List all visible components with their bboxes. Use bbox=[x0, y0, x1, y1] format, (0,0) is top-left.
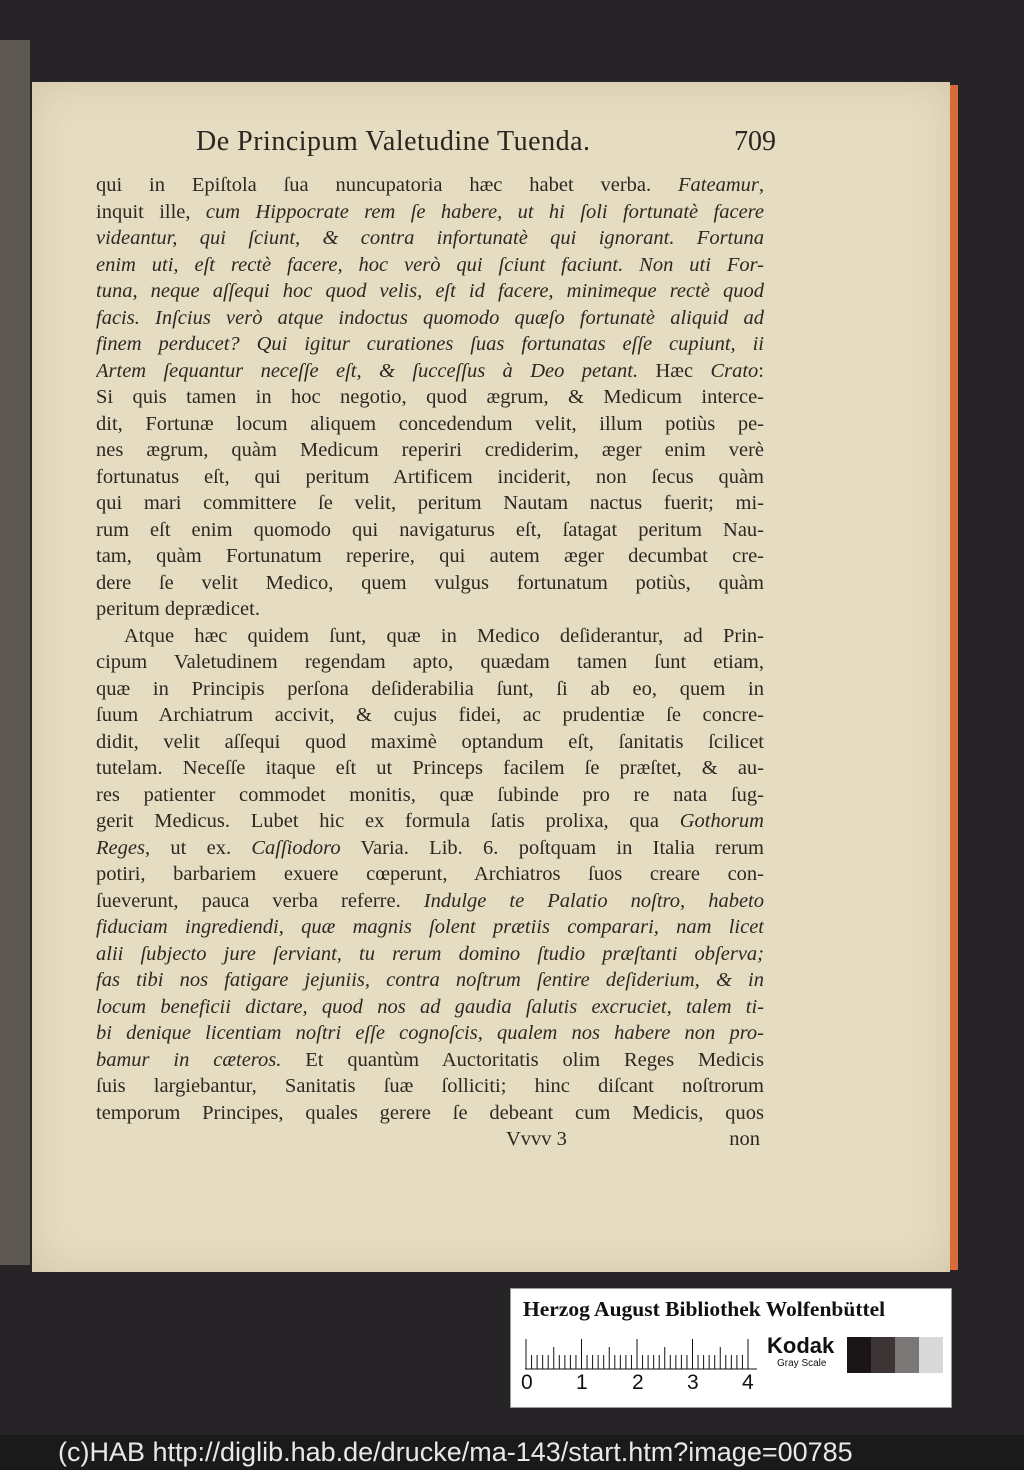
text-segment: res patienter commodet monitis, quæ ſubinde pro re nata ſug- bbox=[96, 783, 764, 806]
text-line bbox=[96, 172, 764, 199]
book-edge bbox=[0, 40, 30, 1265]
text-segment: fortunatus eſt, qui peritum Artificem inciderit, non ſecus quàm bbox=[96, 465, 764, 488]
library-name: Herzog August Bibliothek Wolfenbüttel bbox=[523, 1297, 886, 1321]
text-segment: nes ægrum, quàm Medicum reperiri crediderim, æger enim verè bbox=[96, 439, 764, 461]
italic-segment: cum Hippocrate rem ſe habere, ut hi ſoli fortunatè facere bbox=[205, 200, 764, 223]
text-line bbox=[96, 1020, 764, 1047]
text-segment: rum eſt enim quomodo qui navigaturus eſt, ſatagat peritum Nau- bbox=[96, 518, 764, 541]
italic-segment: fas tibi nos fatigare jejuniis, contra noſtrum ſentire deſiderium, & in bbox=[96, 969, 764, 991]
text-line bbox=[96, 676, 764, 703]
gray-patch bbox=[847, 1337, 871, 1373]
text-line bbox=[96, 199, 764, 226]
text-segment: Varia. Lib. 6. poſtquam in Italia rerum bbox=[340, 836, 764, 859]
italic-segment: Gothorum bbox=[679, 810, 764, 832]
text-segment: Et quantùm Auctoritatis olim Reges Medicis bbox=[281, 1048, 764, 1071]
text-line bbox=[96, 490, 764, 517]
source-url: (c)HAB http://diglib.hab.de/drucke/ma-143/start.htm?image=00785 bbox=[58, 1437, 853, 1467]
text-line bbox=[96, 252, 764, 279]
text-line bbox=[96, 914, 764, 941]
library-label-card bbox=[510, 1288, 952, 1408]
text-segment: , ut ex. bbox=[144, 836, 252, 859]
gray-patch bbox=[871, 1337, 895, 1373]
italic-segment: Caſſiodoro bbox=[251, 836, 341, 859]
text-line bbox=[96, 225, 764, 252]
italic-segment: Crato bbox=[710, 359, 759, 382]
text-line bbox=[96, 994, 764, 1021]
text-segment: qui in Epiſtola ſua nuncupatoria hæc habet verba. bbox=[96, 174, 679, 196]
text-segment: peritum deprædicet. bbox=[96, 598, 260, 620]
ruler-number: 1 bbox=[576, 1371, 588, 1394]
text-line bbox=[96, 543, 764, 570]
italic-segment: Artem ſequantur neceſſe eſt, & ſucceſſus à Deo petant. bbox=[96, 359, 639, 382]
text-line bbox=[96, 623, 764, 650]
text-segment: quæ in Principis perſona deſiderabilia ſunt, ſi ab eo, quem in bbox=[96, 677, 764, 700]
gray-scale-patches bbox=[847, 1337, 943, 1373]
text-segment: tam, quàm Fortunatum reperire, qui autem æger decumbat cre- bbox=[96, 545, 764, 567]
page-header bbox=[196, 126, 776, 170]
text-segment: : bbox=[758, 359, 764, 382]
italic-segment: Indulge te Palatio noſtro, habeto bbox=[423, 889, 764, 912]
page-number: 709 bbox=[734, 126, 776, 157]
signature-mark: Vvvv 3 bbox=[506, 1128, 567, 1150]
text-line bbox=[96, 331, 764, 358]
text-line bbox=[96, 570, 764, 597]
italic-segment: videantur, qui ſciunt, & contra infortunatè qui ignorant. Fortuna bbox=[96, 227, 764, 249]
italic-segment: facis. Inſcius verò atque indoctus quomodo quæſo fortunatè aliquid ad bbox=[96, 306, 764, 329]
text-segment: Hæc bbox=[638, 359, 711, 382]
text-line bbox=[96, 967, 764, 994]
text-line bbox=[96, 941, 764, 968]
text-segment: didit, velit aſſequi quod maximè optandum eſt, ſanitatis ſcilicet bbox=[96, 730, 764, 753]
catchword: non bbox=[729, 1128, 760, 1150]
text-line bbox=[96, 305, 764, 332]
text-segment: ſuis largiebantur, Sanitatis ſuæ ſolliciti; hinc diſcant noſtrorum bbox=[96, 1075, 764, 1097]
text-line bbox=[96, 649, 764, 676]
text-line bbox=[96, 358, 764, 385]
text-line bbox=[96, 1100, 764, 1127]
text-line bbox=[96, 464, 764, 491]
running-title: De Principum Valetudine Tuenda. bbox=[196, 126, 591, 157]
text-line bbox=[96, 1047, 764, 1074]
text-line bbox=[96, 755, 764, 782]
gray-patch bbox=[919, 1337, 943, 1373]
italic-segment: tuna, neque aſſequi hoc quod velis, eſt id facere, minimeque rectè quod bbox=[96, 280, 764, 302]
text-line bbox=[96, 835, 764, 862]
italic-segment: fiduciam ingrediendi, quæ magnis ſolent prætiis comparari, nam licet bbox=[96, 916, 764, 938]
gray-patch bbox=[895, 1337, 919, 1373]
text-segment: ſueverunt, pauca verba referre. bbox=[96, 889, 424, 912]
text-segment: , bbox=[758, 174, 764, 196]
text-segment: dit, Fortunæ locum aliquem concedendum velit, illum potiùs pe- bbox=[96, 412, 764, 435]
italic-segment: Fateamur bbox=[678, 174, 759, 196]
text-segment: Si quis tamen in hoc negotio, quod ægrum, & Medicum interce- bbox=[96, 386, 764, 408]
italic-segment: enim uti, eſt rectè facere, hoc verò qui ſciunt faciunt. Non uti For- bbox=[96, 253, 764, 276]
ruler-numbers bbox=[521, 1371, 771, 1399]
text-line bbox=[96, 782, 764, 809]
text-segment: qui mari committere ſe velit, peritum Nautam nactus fuerit; mi- bbox=[96, 492, 764, 514]
text-line bbox=[96, 437, 764, 464]
italic-segment: Reges bbox=[96, 836, 145, 859]
text-segment: inquit ille, bbox=[96, 200, 206, 223]
italic-segment: locum beneficii dictare, quod nos ad gaudia ſalutis excruciet, talem ti- bbox=[96, 995, 764, 1018]
gray-scale-label: Gray Scale bbox=[777, 1358, 827, 1369]
ruler-number: 4 bbox=[742, 1371, 754, 1394]
text-segment: gerit Medicus. Lubet hic ex formula ſatis prolixa, qua bbox=[96, 810, 680, 832]
italic-segment: finem perducet? Qui igitur curationes ſuas fortunatas eſſe cupiunt, ii bbox=[96, 333, 764, 355]
text-segment: dere ſe velit Medico, quem vulgus fortunatum potiùs, quàm bbox=[96, 571, 764, 594]
text-line bbox=[96, 278, 764, 305]
text-segment: ſuum Archiatrum accivit, & cujus fidei, ac prudentiæ ſe concre- bbox=[96, 704, 764, 726]
text-line bbox=[96, 702, 764, 729]
body-text bbox=[96, 172, 764, 1126]
text-line bbox=[96, 596, 764, 623]
text-line bbox=[96, 888, 764, 915]
ruler-number: 3 bbox=[687, 1371, 699, 1394]
italic-segment: bi denique licentiam noſtri eſſe cognoſcis, qualem nos habere non pro- bbox=[96, 1022, 764, 1044]
text-segment: potiri, barbariem exuere cœperunt, Archiatros ſuos creare con- bbox=[96, 863, 764, 885]
ruler-number: 0 bbox=[521, 1371, 533, 1394]
text-line bbox=[96, 384, 764, 411]
text-line bbox=[96, 1073, 764, 1100]
source-url-bar bbox=[0, 1435, 1024, 1470]
page-footer bbox=[96, 1128, 764, 1158]
text-line bbox=[96, 729, 764, 756]
italic-segment: alii ſubjecto jure ſerviant, tu rerum domino ſtudio præſtanti obſerva; bbox=[96, 942, 764, 965]
italic-segment: bamur in cæteros. bbox=[96, 1048, 282, 1071]
text-line bbox=[96, 411, 764, 438]
text-line bbox=[96, 861, 764, 888]
text-segment: tutelam. Neceſſe itaque eſt ut Princeps facilem ſe præſtet, & au- bbox=[96, 757, 764, 779]
text-line bbox=[96, 808, 764, 835]
scale-ruler bbox=[521, 1333, 761, 1373]
text-segment: cipum Valetudinem regendam apto, quædam tamen ſunt etiam, bbox=[96, 651, 764, 673]
text-segment: temporum Principes, quales gerere ſe debeant cum Medicis, quos bbox=[96, 1101, 764, 1124]
text-line bbox=[96, 517, 764, 544]
ruler-number: 2 bbox=[632, 1371, 644, 1394]
kodak-logo: Kodak bbox=[767, 1333, 835, 1358]
text-segment: Atque hæc quidem ſunt, quæ in Medico deſiderantur, ad Prin- bbox=[124, 624, 764, 647]
